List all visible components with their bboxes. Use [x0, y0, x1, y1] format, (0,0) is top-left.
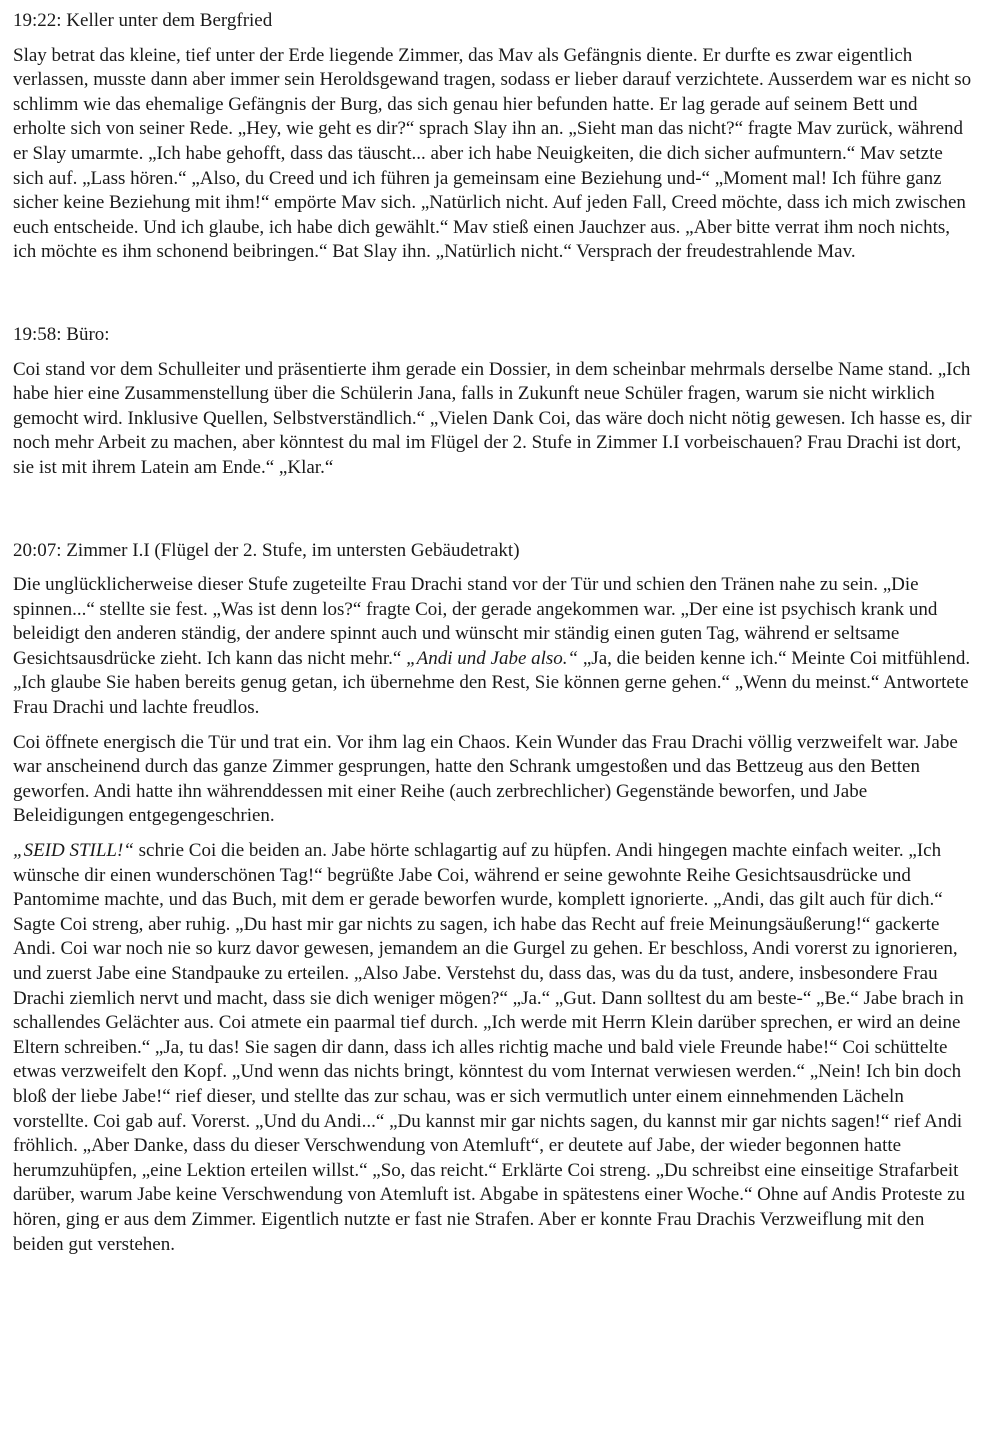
- paragraph: [13, 573, 974, 721]
- italic-text-run: „Andi und Jabe also.“: [406, 647, 579, 669]
- section-zimmer: [13, 539, 974, 1258]
- paragraph: [13, 839, 974, 1257]
- section-heading: 20:07: Zimmer I.I (Flügel der 2. Stufe, im untersten Gebäudetrakt): [13, 539, 520, 561]
- text-run: „Ja, die beiden kenne ich.“ Meinte Coi mitfühlend. „Ich glaube Sie haben bereits genug getan, ich übernehme den Rest, Sie können gerne gehen.“ „Wenn du meinst.“ Antwortete Frau Drachi und lachte freudlos.: [13, 647, 971, 719]
- text-run: Slay betrat das kleine, tief unter der Erde liegende Zimmer, das Mav als Gefängnis diente. Er durfte es zwar eigentlich verlassen, musste dann aber immer sein Heroldsgewand tragen, sodass er lieber darauf verzichtete. Ausserdem war es nicht so schlimm wie das ehemalige Gefängnis der Burg, das sich genau hier befunden hatte. Er lag gerade auf seinem Bett und erholte sich von seiner Rede. „Hey, wie geht es dir?“ sprach Slay ihn an. „Sieht man das nicht?“ fragte Mav zurück, während er Slay umarmte. „Ich habe gehofft, dass das täuscht... aber ich habe Neuigkeiten, die dich sicher aufmuntern.“ Mav setzte sich auf. „Lass hören.“ „Also, du Creed und ich führen ja gemeinsam eine Beziehung und-“ „Moment mal! Ich führe ganz sicher keine Beziehung mit ihm!“ empörte Mav sich. „Natürlich nicht. Auf jeden Fall, Creed möchte, dass ich mich zwischen euch entscheide. Und ich glaube, ich habe dich gewählt.“ Mav stieß einen Jauchzer aus. „Aber bitte verrat ihm noch nichts, ich möchte es ihm schonend beibringen.“ Bat Slay ihn. „Natürlich nicht.“ Versprach der freudestrahlende Mav.: [13, 44, 972, 263]
- italic-text-run: „SEID STILL!“: [13, 840, 134, 862]
- section-heading: 19:58: Büro:: [13, 323, 110, 345]
- section-heading: 19:22: Keller unter dem Bergfried: [13, 10, 273, 31]
- text-run: Coi öffnete energisch die Tür und trat ein. Vor ihm lag ein Chaos. Kein Wunder das Frau Drachi völlig verzweifelt war. Jabe war anscheinend durch das ganze Zimmer gesprungen, hatte den Schrank umgestoßen und das Bettzeug aus den Betten geworfen. Andi hatte ihn währenddessen mit einer Reihe (auch zerbrechlicher) Gegenstände beworfen, und Jabe Beleidigungen entgegengeschrien.: [13, 731, 958, 827]
- paragraph: [13, 358, 974, 481]
- text-run: Die unglücklicherweise dieser Stufe zugeteilte Frau Drachi stand vor der Tür und schien den Tränen nahe zu sein. „Die spinnen...“ stellte sie fest. „Was ist denn los?“ fragte Coi, der gerade angekommen war. „Der eine ist psychisch krank und beleidigt den anderen ständig, der andere spinnt auch und wünscht mir ständig einen guten Tag, während er seltsame Gesichtsausdrücke zieht. Ich kann das nicht mehr.“: [13, 574, 938, 669]
- section-buero: [13, 323, 974, 481]
- paragraph: [13, 731, 974, 829]
- text-run: schrie Coi die beiden an. Jabe hörte schlagartig auf zu hüpfen. Andi hingegen machte einfach weiter. „Ich wünsche dir einen wunderschönen Tag!“ begrüßte Jabe Coi, während er seine gewohnte Reihe Gesichtsausdrücke und Pantomime machte, und das Buch, mit dem er gerade beworfen wurde, komplett ignorierte. „Andi, das gilt auch für dich.“ Sagte Coi streng, aber ruhig. „Du hast mir gar nichts zu sagen, ich habe das Recht auf freie Meinungsäußerung!“ gackerte Andi. Coi war noch nie so kurz davor gewesen, jemandem an die Gurgel zu gehen. Er beschloss, Andi vorerst zu ignorieren, und zuerst Jabe eine Standpauke zu erteilen. „Also Jabe. Verstehst du, dass das, was du da tust, andere, insbesondere Frau Drachi ziemlich nervt und macht, dass sie dich weniger mögen?“ „Ja.“ „Gut. Dann solltest du am beste-“ „Be.“ Jabe brach in schallendes Gelächter aus. Coi atmete ein paarmal tief durch. „Ich werde mit Herrn Klein darüber sprechen, er wird an deine Eltern schreiben.“ „Ja, tu das! Sie sagen dir dann, dass ich alles richtig mache und bald viele Freunde habe!“ Coi schüttelte etwas verzweifelt den Kopf. „Und wenn das nichts bringt, könntest du vom Internat verwiesen werden.“ „Nein! Ich bin doch bloß der liebe Jabe!“ rief dieser, und stellte das zur schau, was er sich vermutlich unter einem einnehmenden Lächeln vorstellte. Coi gab auf. Vorerst. „Und du Andi...“ „Du kannst mir gar nichts sagen, du kannst mir gar nichts sagen!“ rief Andi fröhlich. „Aber Danke, dass du dieser Verschwendung von Atemluft“, er deutete auf Jabe, der wieder begonnen hatte herumzuhüpfen, „eine Lektion erteilen willst.“ „So, das reicht.“ Erklärte Coi streng. „Du schreibst eine einseitige Strafarbeit darüber, warum Jabe keine Verschwendung von Atemluft ist. Abgabe in spätestens einer Woche.“ Ohne auf Andis Proteste zu hören, ging er aus dem Zimmer. Eigentlich nutzte er fast nie Strafen. Aber er konnte Frau Drachis Verzweiflung mit den beiden gut verstehen.: [13, 840, 966, 1255]
- section-keller: [13, 9, 974, 265]
- paragraph: [13, 44, 974, 265]
- text-run: Coi stand vor dem Schulleiter und präsentierte ihm gerade ein Dossier, in dem scheinbar mehrmals derselbe Name stand. „Ich habe hier eine Zusammenstellung über die Schülerin Jana, falls in Zukunft neue Schüler fragen, warum sie nicht wirklich gemocht wird. Inklusive Quellen, Selbstverständlich.“ „Vielen Dank Coi, das wäre doch nicht nötig gewesen. Ich hasse es, dir noch mehr Arbeit zu machen, aber könntest du mal im Flügel der 2. Stufe in Zimmer I.I vorbeischauen? Frau Drachi ist dort, sie ist mit ihrem Latein am Ende.“ „Klar.“: [13, 358, 972, 478]
